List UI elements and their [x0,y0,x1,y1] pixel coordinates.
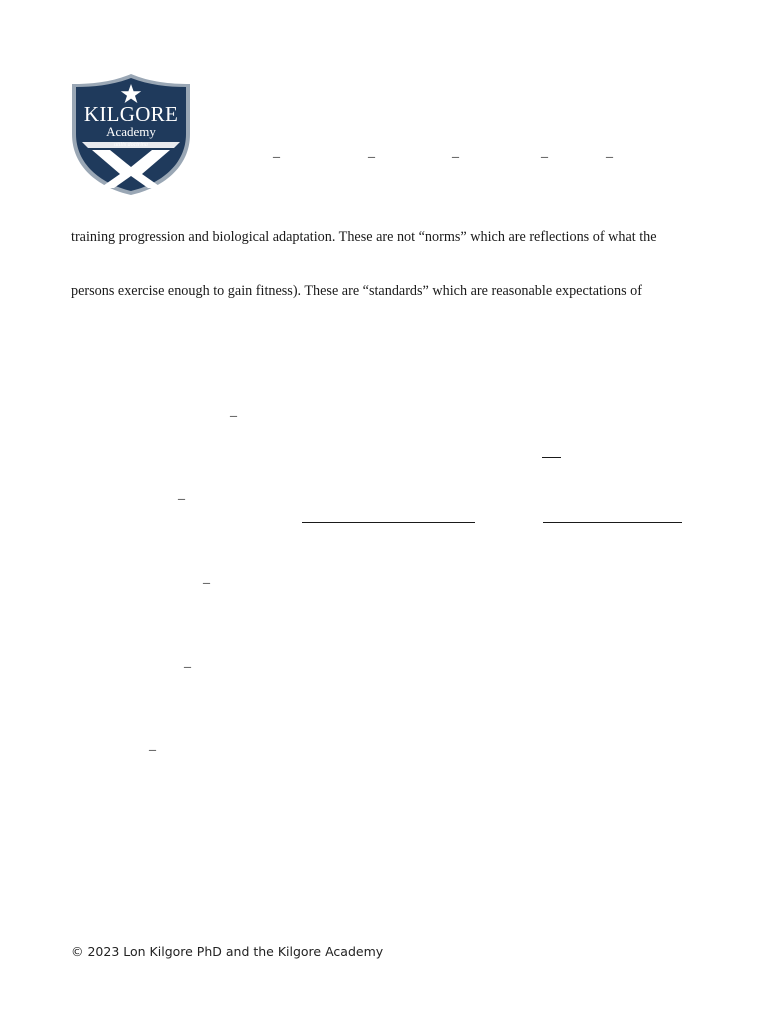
body-line-2: persons exercise enough to gain fitness). These are “standards” which are reasonable expectations of [71,283,642,299]
underline-mark [302,522,475,523]
dash-mark: _ [230,404,237,419]
kilgore-academy-logo [70,72,192,196]
dash-mark: _ [368,145,375,160]
dash-mark: _ [541,145,548,160]
dash-mark: _ [184,655,191,670]
dash-mark: _ [178,487,185,502]
logo-motto: utilis doctrina [114,142,148,148]
dash-mark: _ [273,145,280,160]
dash-mark: _ [606,145,613,160]
dash-mark: _ [452,145,459,160]
underline-mark [542,457,561,458]
dash-mark: _ [203,571,210,586]
dash-mark: _ [149,738,156,753]
logo-subtitle: Academy [106,124,156,139]
logo-name: KILGORE [83,102,179,126]
body-line-1: training progression and biological adaptation. These are not “norms” which are reflections of what the [71,229,657,245]
copyright-footer: © 2023 Lon Kilgore PhD and the Kilgore Academy [71,944,384,959]
underline-mark [543,522,682,523]
